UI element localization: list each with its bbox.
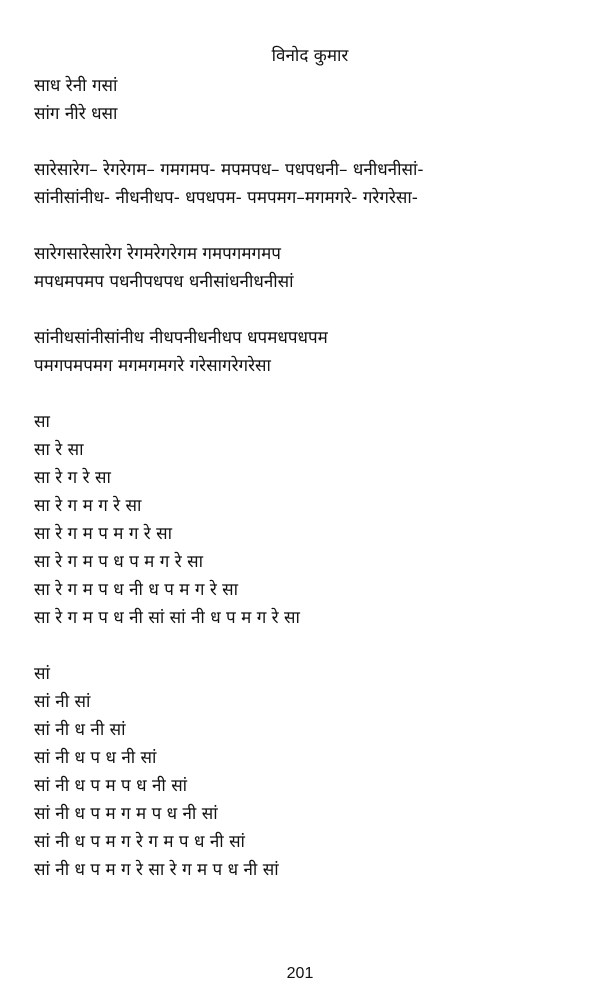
notation-line: सांनीधसांनीसांनीध नीधपनीधनीधप धपमधपधपम: [34, 328, 328, 348]
notation-line: मपधमपमप पधनीपधपध धनीसांधनीधनीसां: [34, 272, 294, 292]
notation-line: सां नी ध प म ग रे ग म प ध नी सां: [34, 832, 245, 852]
ascending-scale-block: [34, 408, 574, 632]
notation-line: सा रे ग म प ध नी ध प म ग रे सा: [34, 580, 239, 600]
phrase-block-4: [34, 324, 574, 380]
notation-line: सां नी ध प ध नी सां: [34, 748, 157, 768]
page-number: 201: [286, 965, 314, 982]
notation-content: [34, 72, 574, 884]
notation-line: सा रे ग म प ध प म ग रे सा: [34, 552, 203, 572]
notation-line: सां नी ध नी सां: [34, 720, 126, 740]
notation-line: सां नी ध प म ग म प ध नी सां: [34, 804, 218, 824]
notation-line: सांग नीरे धसा: [34, 104, 118, 124]
notation-line: सा रे ग म प ध नी सां सां नी ध प म ग रे सा: [34, 608, 300, 628]
phrase-block-2: [34, 156, 574, 212]
page-header-author: विनोद कुमार: [271, 46, 349, 66]
notation-line: सारेसारेग– रेगरेगम– गमगमप- मपमपध– पधपधनी– धनीधनीसां-: [34, 160, 424, 180]
phrase-block-1: [34, 72, 574, 128]
notation-line: सा: [34, 412, 50, 432]
phrase-block-3: [34, 240, 574, 296]
notation-line: सा रे ग म प म ग रे सा: [34, 524, 173, 544]
notation-line: सां नी ध प म ग रे सा रे ग म प ध नी सां: [34, 860, 279, 880]
notation-line: सांनीसांनीध- नीधनीधप- धपधपम- पमपमग–मगमगरे- गरेगरेसा-: [34, 188, 418, 208]
notation-line: सां नी सां: [34, 692, 91, 712]
notation-line: सा रे ग म ग रे सा: [34, 496, 142, 516]
notation-line: सा रे सा: [34, 440, 84, 460]
notation-line: सां नी ध प म प ध नी सां: [34, 776, 188, 796]
notation-line: पमगपमपमग मगमगमगरे गरेसागरेगरेसा: [34, 356, 271, 376]
notation-line: सां: [34, 664, 50, 684]
notation-line: साध रेनी गसां: [34, 76, 118, 96]
descending-scale-block: [34, 660, 574, 884]
notation-line: सा रे ग रे सा: [34, 468, 111, 488]
notation-line: सारेगसारेसारेग रेगमरेगरेगम गमपगमगमप: [34, 244, 281, 264]
